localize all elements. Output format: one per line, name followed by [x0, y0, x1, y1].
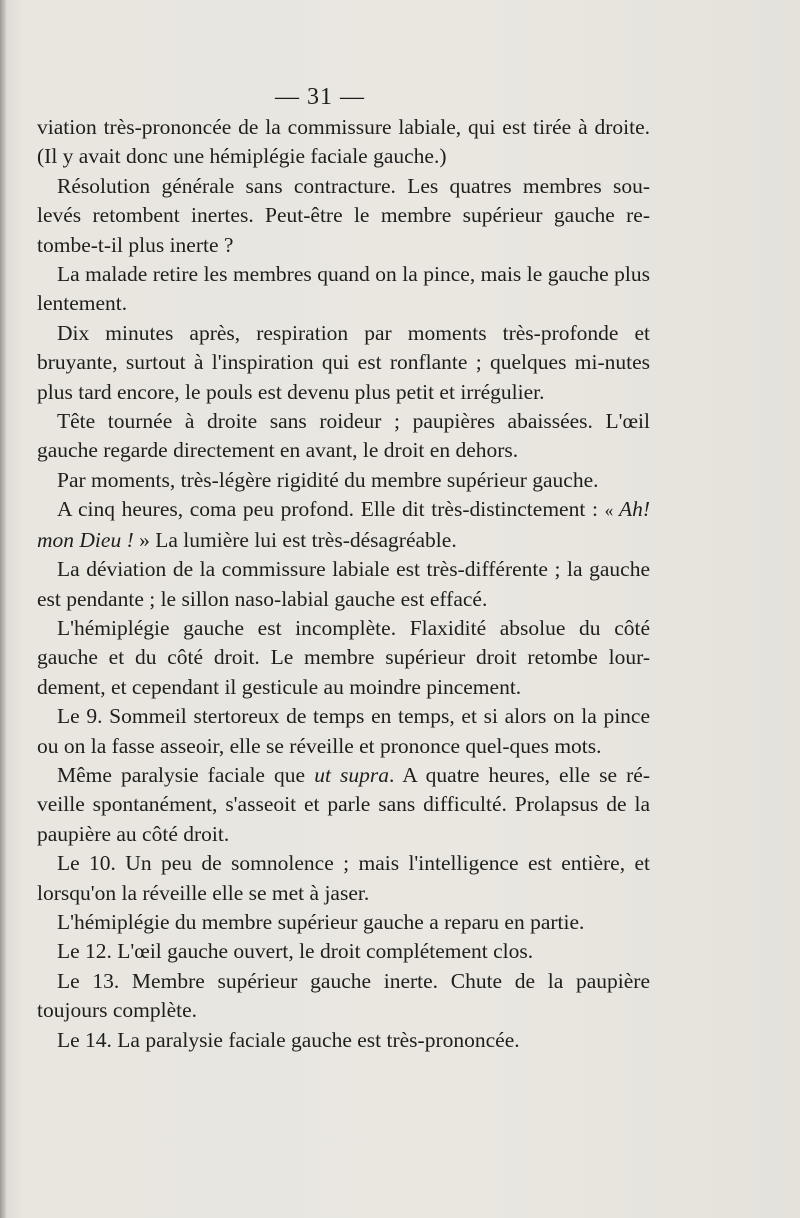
paragraph: Par moments, très-légère rigidité du membre supérieur gauche. — [57, 467, 599, 492]
paragraph: viation très-prononcée de la commissure labiale, qui est tirée à droite. (Il y avait donc une hémiplégie faciale gauche.) — [37, 115, 650, 169]
binding-shadow — [0, 0, 6, 1218]
paragraph: Le 10. Un peu de somnolence ; mais l'intelligence est entière, et lorsqu'on la réveille elle se met à jaser. — [37, 851, 650, 905]
paragraph: Tête tournée à droite sans roideur ; paupières abaissées. L'œil gauche regarde directement en avant, le droit en dehors. — [37, 409, 650, 463]
quote-open: « — [604, 500, 619, 521]
paragraph: La malade retire les membres quand on la pince, mais le gauche plus lentement. — [37, 262, 650, 316]
paragraph-text: A cinq heures, coma peu profond. Elle dit très-distinctement : — [57, 497, 598, 522]
paragraph: Le 12. L'œil gauche ouvert, le droit complétement clos. — [57, 939, 534, 964]
paragraph: La déviation de la commissure labiale est très-différente ; la gauche est pendante ; le sillon naso-labial gauche est effacé. — [37, 557, 650, 611]
paragraph: Dix minutes après, respiration par moments très-profonde et bruyante, surtout à l'inspiration qui est ronflante ; quelques mi-nutes plus tard encore, le pouls est devenu plus petit et irrégulier. — [37, 320, 650, 404]
paragraph: Le 9. Sommeil stertoreux de temps en temps, et si alors on la pince ou on la fasse asseoir, elle se réveille et prononce quel-ques mots. — [37, 704, 650, 758]
paragraph: Résolution générale sans contracture. Les quatres membres sou-levés retombent inertes. Peut-être le membre supérieur gauche re-tombe-t-il plus inerte ? — [37, 173, 650, 257]
ut-supra: ut supra — [314, 762, 389, 787]
body-text — [37, 113, 650, 1055]
paragraph: L'hémiplégie gauche est incomplète. Flaxidité absolue du côté gauche et du côté droit. Le membre supérieur droit retombe lour-dement, et cependant il gesticule au moindre pincement. — [37, 615, 650, 699]
paragraph: Le 13. Membre supérieur gauche inerte. Chute de la paupière toujours complète. — [37, 968, 650, 1023]
paragraph-text-rest: . A quatre heures, elle se ré-veille spontanément, s'asseoit et parle sans difficulté. Prolapsus de la paupière au côté droit. — [37, 762, 651, 846]
quote-words: Ah! mon Dieu ! — [37, 497, 650, 552]
paragraph — [37, 761, 650, 849]
quote-rest: » La lumière lui est très-désagréable. — [133, 527, 457, 552]
paragraph — [37, 495, 650, 555]
page-number: — 31 — — [275, 84, 365, 110]
paragraph: L'hémiplégie du membre supérieur gauche a reparu en partie. — [57, 909, 585, 934]
paragraph: Le 14. La paralysie faciale gauche est très-prononcée. — [57, 1027, 520, 1052]
paragraph-text: Même paralysie faciale que — [57, 762, 306, 787]
